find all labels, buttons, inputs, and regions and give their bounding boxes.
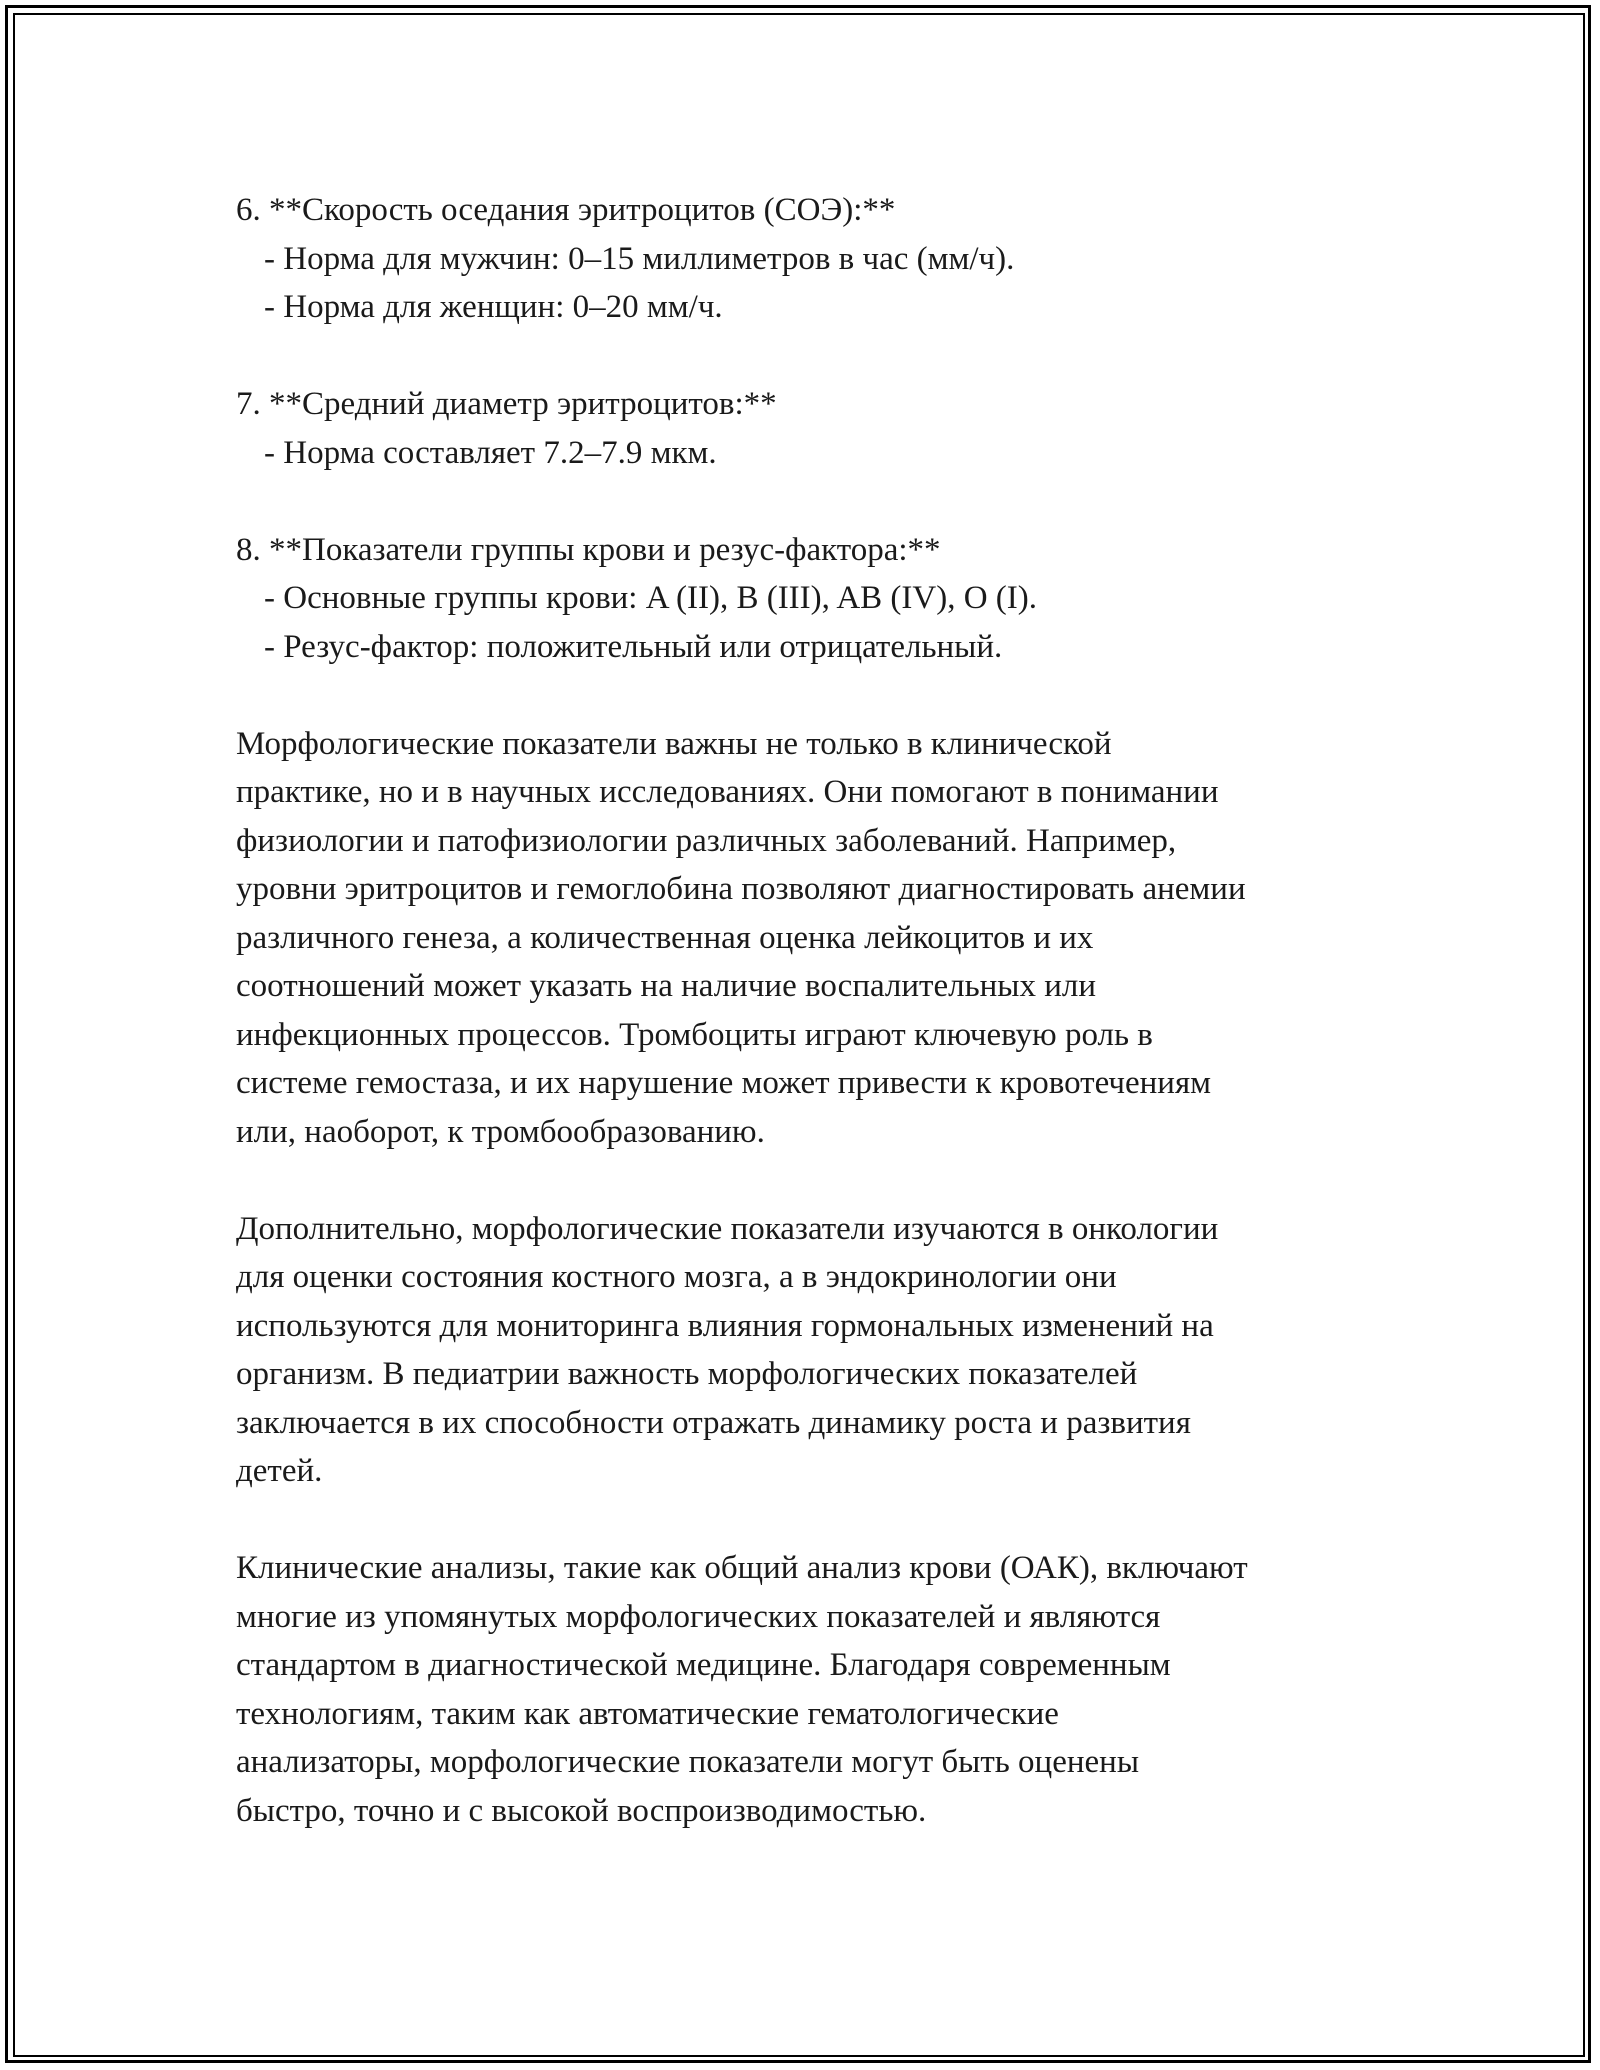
- paragraph-line: Дополнительно, морфологические показатели изучаются в онкологии: [236, 1210, 1219, 1247]
- list-heading: 8. **Показатели группы крови и резус-фактора:**: [236, 531, 941, 568]
- list-section-8: [236, 526, 1386, 672]
- list-item: - Основные группы крови: A (II), B (III), AB (IV), O (I).: [264, 580, 1038, 616]
- paragraph-line: инфекционных процессов. Тромбоциты играют ключевую роль в: [236, 1016, 1153, 1053]
- list-heading: 6. **Скорость оседания эритроцитов (СОЭ):**: [236, 192, 896, 228]
- paragraph-line: быстро, точно и с высокой воспроизводимостью.: [236, 1792, 927, 1829]
- paragraph-line: для оценки состояния костного мозга, а в эндокринологии они: [236, 1259, 1117, 1295]
- list-item: - Норма для женщин: 0–20 мм/ч.: [264, 289, 723, 325]
- paragraph-line: стандартом в диагностической медицине. Благодаря современным: [236, 1647, 1171, 1683]
- paragraph-clinical: [236, 1544, 1386, 1835]
- list-section-6: [236, 186, 1386, 332]
- paragraph-line: соотношений может указать на наличие воспалительных или: [236, 968, 1096, 1004]
- paragraph-line: физиологии и патофизиологии различных заболеваний. Например,: [236, 822, 1177, 859]
- paragraph-line: уровни эритроцитов и гемоглобина позволяют диагностировать анемии: [236, 871, 1246, 907]
- list-heading: 7. **Средний диаметр эритроцитов:**: [236, 386, 777, 422]
- paragraph-line: практике, но и в научных исследованиях. Они помогают в понимании: [236, 774, 1219, 810]
- paragraph-morphology: [236, 720, 1386, 1157]
- paragraph-line: организм. В педиатрии важность морфологических показателей: [236, 1356, 1138, 1392]
- paragraph-line: системе гемостаза, и их нарушение может привести к кровотечениям: [236, 1065, 1212, 1101]
- paragraph-line: различного генеза, а количественная оценка лейкоцитов и их: [236, 919, 1094, 956]
- paragraph-line: технологиям, таким как автоматические гематологические: [236, 1695, 1059, 1732]
- list-item: - Норма для мужчин: 0–15 миллиметров в час (мм/ч).: [264, 240, 1015, 277]
- list-section-7: [236, 380, 1386, 477]
- document-body: [236, 186, 1386, 1835]
- paragraph-line: используются для мониторинга влияния гормональных изменений на: [236, 1307, 1214, 1344]
- paragraph-line: Морфологические показатели важны не только в клинической: [236, 725, 1112, 762]
- paragraph-line: многие из упомянутых морфологических показателей и являются: [236, 1598, 1161, 1635]
- paragraph-line: или, наоборот, к тромбообразованию.: [236, 1113, 765, 1150]
- paragraph-line: детей.: [236, 1453, 323, 1489]
- paragraph-additional: [236, 1205, 1386, 1496]
- paragraph-line: анализаторы, морфологические показатели могут быть оценены: [236, 1744, 1139, 1780]
- paragraph-line: Клинические анализы, такие как общий анализ крови (ОАК), включают: [236, 1550, 1248, 1586]
- list-item: - Резус-фактор: положительный или отрицательный.: [264, 628, 1003, 665]
- paragraph-line: заключается в их способности отражать динамику роста и развития: [236, 1404, 1191, 1441]
- list-item: - Норма составляет 7.2–7.9 мкм.: [264, 434, 717, 471]
